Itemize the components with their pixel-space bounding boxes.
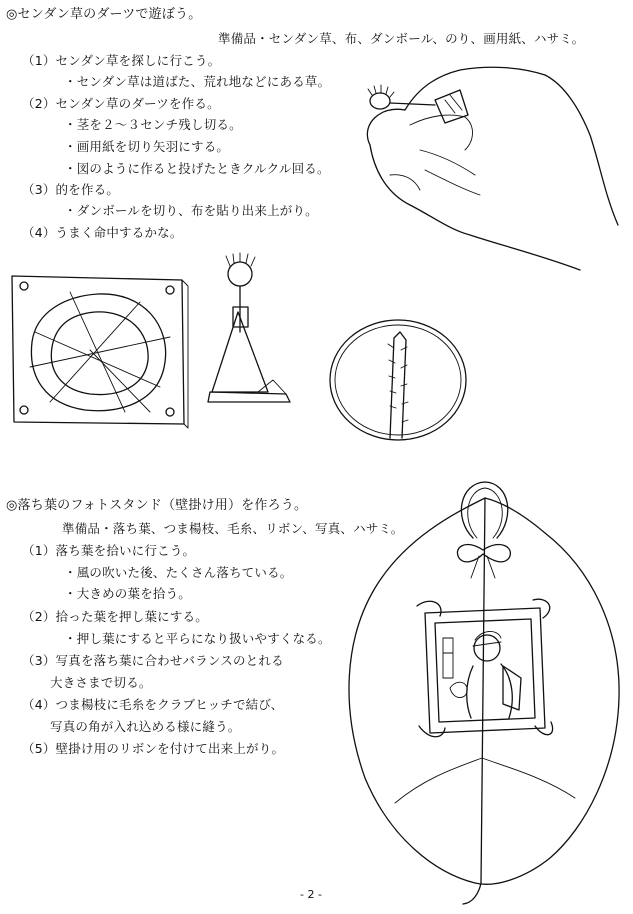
section2-step: （3）写真を落ち葉に合わせバランスのとれる xyxy=(22,653,284,668)
section2-step: ・押し葉にすると平らになり扱いやすくなる。 xyxy=(64,631,331,646)
section2-step: （2）拾った葉を押し葉にする。 xyxy=(22,609,208,624)
dart-standing-illustration xyxy=(198,252,298,417)
section1-step: （2）センダン草のダーツを作る。 xyxy=(22,96,220,111)
section1-step: ・画用紙を切り矢羽にする。 xyxy=(64,139,230,154)
section1-step: （1）センダン草を探しに行こう。 xyxy=(22,53,221,68)
section2-step: （1）落ち葉を拾いに行こう。 xyxy=(22,543,196,558)
section2-step: （5）壁掛け用のリボンを付けて出来上がり。 xyxy=(22,741,285,756)
section1-step: ・茎を２～３センチ残し切る。 xyxy=(64,117,242,132)
section2-step: ・大きめの葉を拾う。 xyxy=(64,586,192,601)
section1-step: （4）うまく命中するかな。 xyxy=(22,225,183,240)
section2-step: 大きさまで切る。 xyxy=(50,675,152,690)
section1-step: ・センダン草は道ばた、荒れ地などにある草。 xyxy=(64,74,331,89)
hand-with-dart-illustration xyxy=(350,55,620,285)
section1-title: ◎センダン草のダーツで遊ぼう。 xyxy=(6,7,202,22)
section2-step: （4）つま楊枝に毛糸をクラブヒッチで結び、 xyxy=(22,697,284,712)
section2-step: ・風の吹いた後、たくさん落ちている。 xyxy=(64,565,293,580)
section2-step: 写真の角が入れ込める様に縫う。 xyxy=(50,719,241,734)
section2-materials: 準備品・落ち葉、つま楊枝、毛糸、リボン、写真、ハサミ。 xyxy=(62,521,404,536)
section1-materials: 準備品・センダン草、布、ダンボール、のり、画用紙、ハサミ。 xyxy=(218,31,585,46)
section2-title: ◎落ち葉のフォトスタンド（壁掛け用）を作ろう。 xyxy=(6,498,308,513)
section1-step: ・図のように作ると投げたときクルクル回る。 xyxy=(64,161,330,176)
dart-target-board-illustration xyxy=(10,272,190,432)
leaf-photo-stand-illustration xyxy=(335,478,625,910)
section1-step: ・ダンボールを切り、布を貼り出来上がり。 xyxy=(64,203,318,218)
magnified-seed-illustration xyxy=(328,318,468,442)
page-number: - 2 - xyxy=(300,888,322,901)
section1-step: （3）的を作る。 xyxy=(22,182,120,197)
